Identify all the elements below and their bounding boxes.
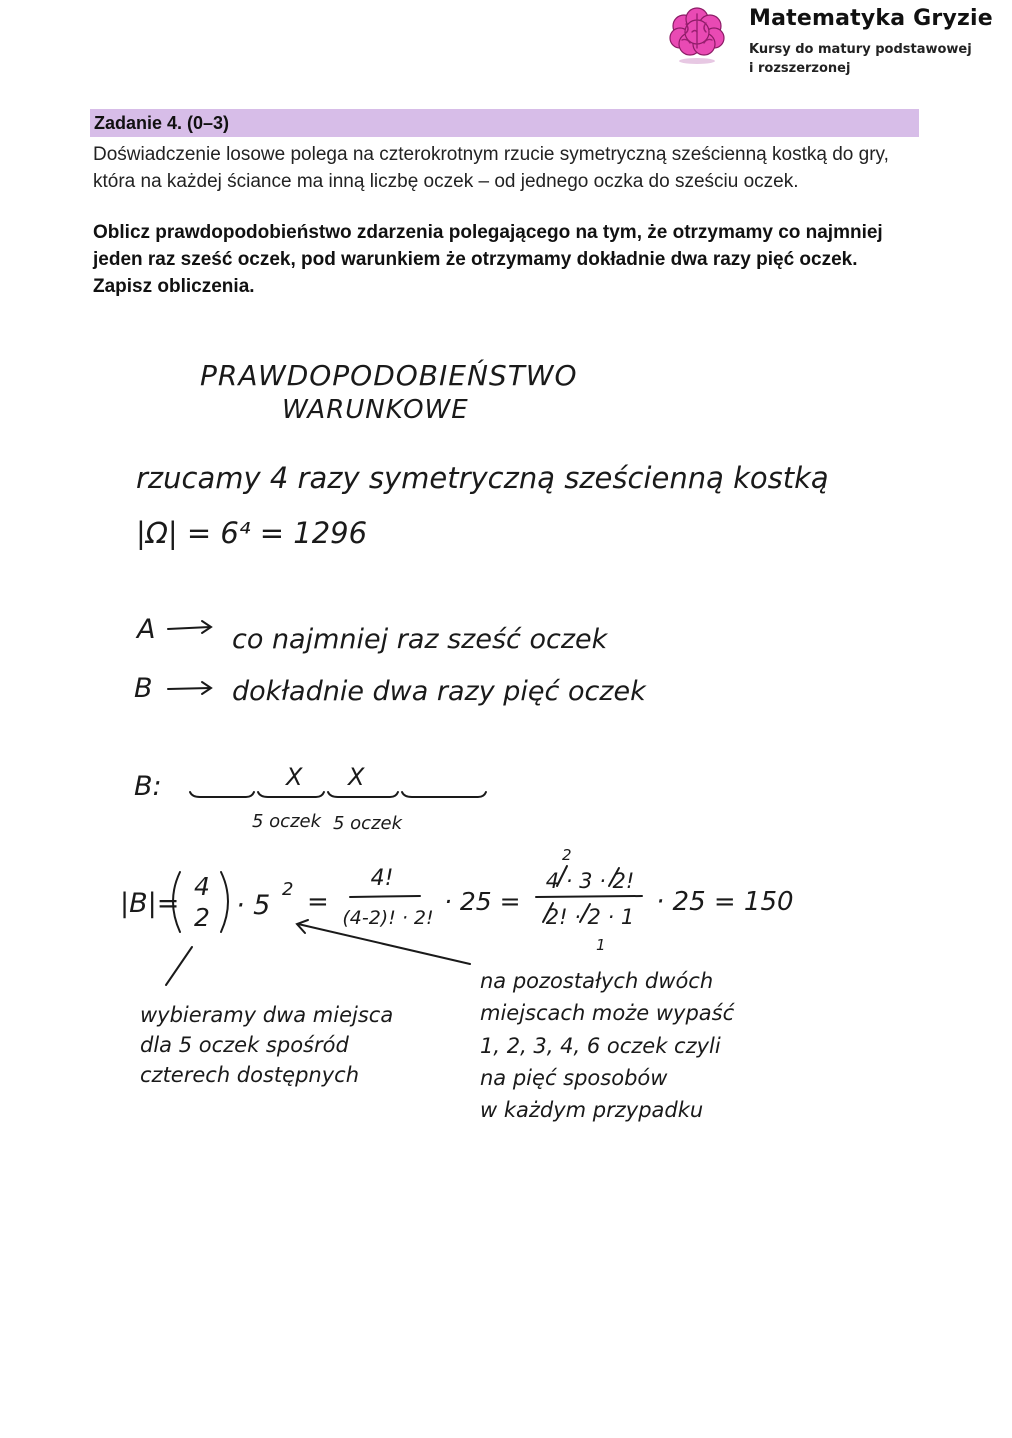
binom-top: 4 (194, 872, 210, 901)
event-b-text: dokładnie dwa razy pięć oczek (232, 676, 646, 707)
calc-left: |B|= (120, 888, 180, 919)
task-header-bar (90, 109, 919, 137)
note-right-line-3: 1, 2, 3, 4, 6 oczek czyli (480, 1034, 721, 1058)
calc-eq1: = (307, 887, 329, 917)
binom-paren-right (221, 872, 228, 932)
slot-caption-2: 5 oczek (333, 813, 403, 834)
solution-title-2: WARUNKOWE (282, 395, 469, 425)
event-a-label: A (137, 614, 156, 645)
frac2-numerator: 4 · 3 · 2! (545, 869, 635, 893)
note-right-line-2: miejscach może wypaść (480, 1001, 735, 1025)
slot-mark-2: X (348, 763, 365, 791)
slot-line-4 (402, 792, 486, 797)
note-left-line-2: dla 5 oczek spośród (140, 1033, 349, 1057)
slot-line-2 (258, 792, 324, 797)
frac2-denominator: 2! · 2 · 1 (545, 905, 635, 929)
arrow-a-icon (168, 627, 210, 629)
slot-line-1 (190, 792, 254, 797)
note-left-line-1: wybieramy dwa miejsca (140, 1003, 394, 1027)
arrow-to-power-icon (298, 924, 470, 964)
task-text: Doświadczenie losowe polega na czterokrotnym rzucie symetryczną sześcienną kostką do gry, która na każdej ściance ma inną liczbę oczek – od jednego oczka do sześciu oczek. (93, 144, 889, 192)
brand-header (666, 4, 1006, 74)
frac1-numerator: 4! (370, 866, 394, 891)
handwritten-solution (0, 300, 1012, 1160)
task-instruction: Oblicz prawdopodobieństwo zdarzenia polegającego na tym, że otrzymamy co najmniej jeden raz sześć oczek, pod warunkiem że otrzymamy dokładnie dwa razy pięć oczek. Zapisz obliczenia. (93, 222, 883, 297)
binom-bottom: 2 (194, 903, 210, 932)
note-right-line-5: w każdym przypadku (480, 1098, 704, 1122)
event-a-text: co najmniej raz sześć oczek (232, 624, 608, 655)
brand-title: Matematyka Gryzie (749, 6, 993, 31)
calc-exponent: 2 (282, 879, 294, 900)
note-right-line-4: na pięć sposobów (480, 1066, 668, 1090)
note-left-line-3: czterech dostępnych (140, 1063, 360, 1087)
frac1-bar (350, 896, 420, 897)
slots-label: B: (134, 771, 162, 802)
calc-result: · 25 = 150 (656, 887, 794, 917)
calc-power: · 5 (236, 890, 271, 921)
slot-caption-1: 5 oczek (252, 811, 322, 832)
frac2-small-bottom: 1 (596, 936, 606, 954)
frac1-denominator: (4-2)! · 2! (342, 907, 434, 929)
arrow-b-icon (168, 688, 210, 689)
brand-subtitle: Kursy do matury podstawowej i rozszerzonej (749, 42, 972, 76)
frac2-bar (536, 896, 642, 897)
slot-line-3 (328, 792, 398, 797)
arrow-to-binom-icon (166, 947, 192, 985)
calc-times-25: · 25 = (444, 887, 521, 916)
event-b-label: B (134, 673, 153, 704)
note-right-line-1: na pozostałych dwóch (480, 969, 714, 993)
frac2-small-top: 2 (562, 846, 572, 864)
slot-mark-1: X (286, 763, 303, 791)
line-throw: rzucamy 4 razy symetryczną sześcienną kostką (136, 461, 829, 495)
solution-title-1: PRAWDOPODOBIEŃSTWO (200, 359, 578, 392)
brain-icon (666, 4, 728, 66)
task-header: Zadanie 4. (0–3) (94, 113, 230, 133)
omega-formula: |Ω| = 6⁴ = 1296 (136, 516, 368, 550)
